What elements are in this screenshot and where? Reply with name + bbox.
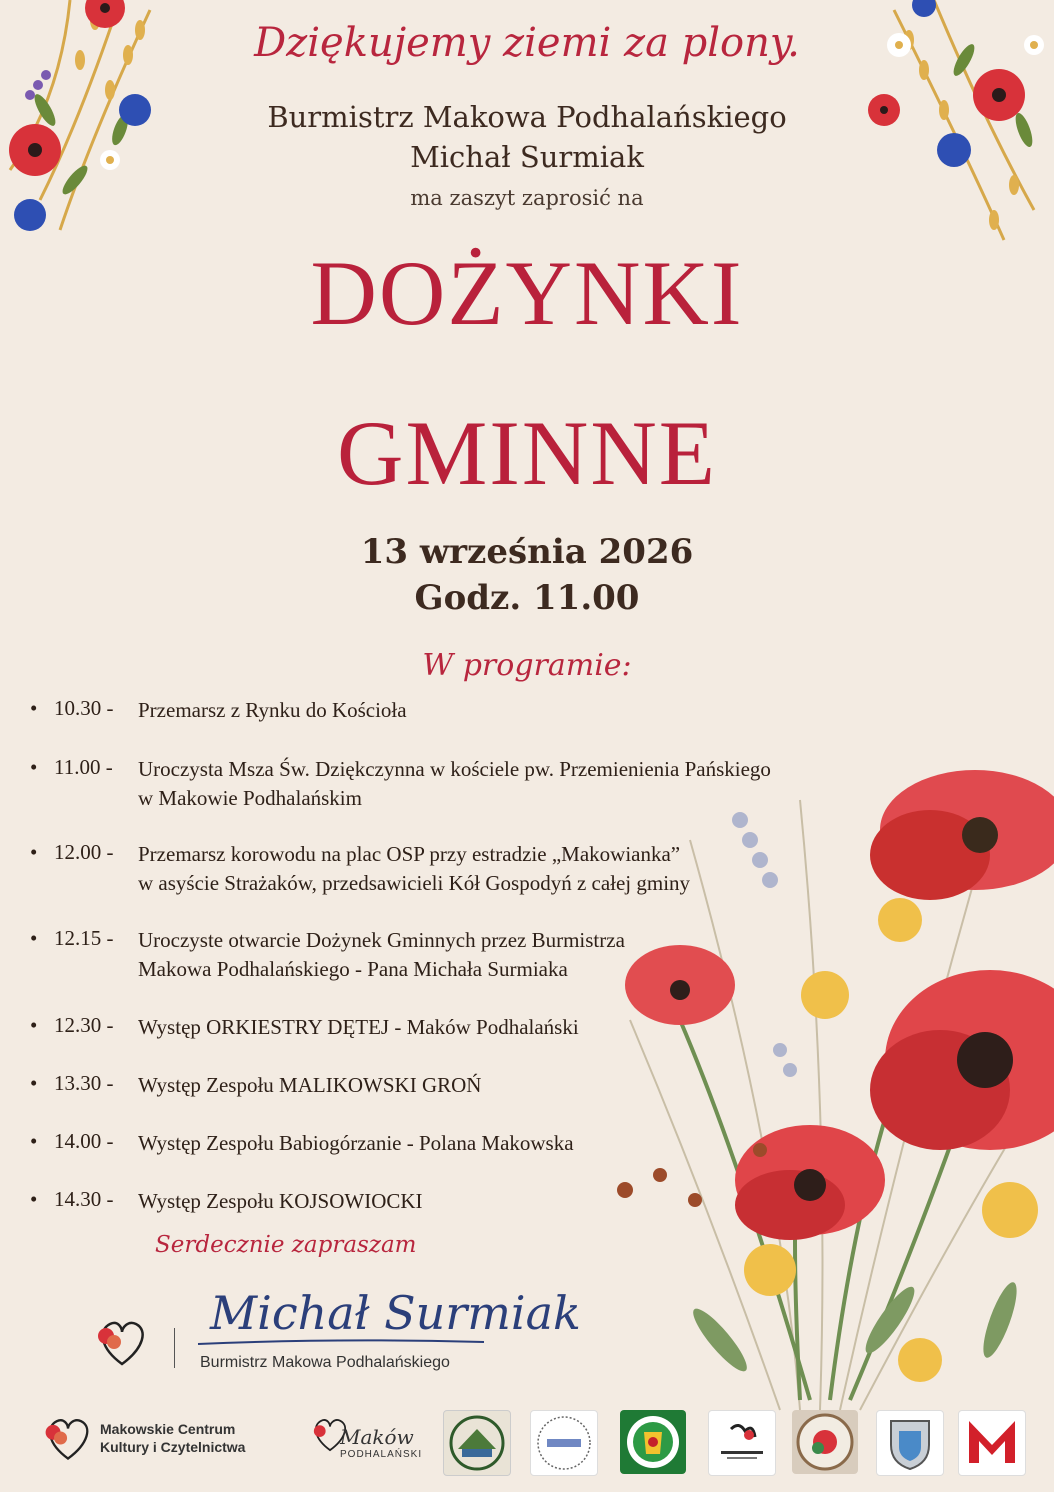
program-text-continued: w asyście Strażaków, przedsawicieli Kół Gospodyń z całej gminy — [138, 871, 691, 895]
invite-text: ma zaszyt zaprosić na — [410, 186, 644, 210]
event-title-line2: GMINNE — [337, 402, 717, 504]
closing-invite: Serdecznie zapraszam — [155, 1232, 417, 1258]
makow-logo-text: Maków — [340, 1425, 414, 1449]
program-time: 13.30 - — [54, 1071, 114, 1095]
event-title-line1: DOŻYNKI — [310, 242, 744, 344]
program-text: Występ Zespołu KOJSOWIOCKI — [138, 1189, 423, 1213]
program-time: 10.30 - — [54, 696, 114, 720]
mayor-name: Michał Surmiak — [410, 140, 644, 174]
partner-logo-association — [443, 1410, 511, 1476]
mayor-title: Burmistrz Makowa Podhalańskiego — [267, 100, 787, 134]
program-text-continued: w Makowie Podhalańskim — [138, 786, 362, 810]
event-hour: Godz. 11.00 — [414, 578, 640, 618]
program-text: Występ ORKIESTRY DĘTEJ - Maków Podhalański — [138, 1015, 579, 1039]
mck-line2: Kultury i Czytelnictwa — [100, 1439, 246, 1455]
mck-logo-text — [100, 1420, 245, 1456]
bullet-icon: • — [30, 840, 38, 864]
program-text: Występ Zespołu Babiogórzanie - Polana Makowska — [138, 1131, 574, 1155]
signature-caption: Burmistrz Makowa Podhalańskiego — [200, 1354, 450, 1371]
bullet-icon: • — [30, 755, 38, 779]
program-heading: W programie: — [422, 648, 632, 683]
program-text: Przemarsz korowodu na plac OSP przy estradzie „Makowianka” — [138, 842, 681, 866]
event-date: 13 września 2026 — [360, 532, 694, 572]
bullet-icon: • — [30, 1187, 38, 1211]
partner-logo-green-emblem — [620, 1410, 686, 1474]
program-text: Występ Zespołu MALIKOWSKI GROŃ — [138, 1073, 482, 1097]
program-time: 12.30 - — [54, 1013, 114, 1037]
bullet-icon: • — [30, 1013, 38, 1037]
partner-logo-hands — [708, 1410, 776, 1476]
thanks-heading: Dziękujemy ziemi za plony. — [254, 20, 800, 66]
mck-logo-icon — [40, 1410, 96, 1466]
signature-separator — [174, 1328, 175, 1368]
bullet-icon: • — [30, 1071, 38, 1095]
makow-logo-subtext: PODHALAŃSKI — [340, 1449, 423, 1460]
mck-heart-logo — [92, 1312, 152, 1372]
program-time: 14.00 - — [54, 1129, 114, 1153]
signature: Michał Surmiak — [210, 1286, 581, 1340]
signature-underline — [196, 1338, 486, 1348]
bullet-icon: • — [30, 1129, 38, 1153]
partner-logo-crest — [876, 1410, 944, 1476]
program-text-continued: Makowa Podhalańskiego - Pana Michała Surmiaka — [138, 957, 568, 981]
poppy-middle — [870, 970, 1054, 1150]
bullet-icon: • — [30, 926, 38, 950]
partner-logo-circle — [530, 1410, 598, 1476]
partner-logo-kgw — [792, 1410, 858, 1474]
program-time: 14.30 - — [54, 1187, 114, 1211]
program-text: Uroczysta Msza Św. Dziękczynna w kościele pw. Przemienienia Pańskiego — [138, 757, 771, 781]
bullet-icon: • — [30, 696, 38, 720]
program-time: 11.00 - — [54, 755, 113, 779]
program-time: 12.15 - — [54, 926, 114, 950]
program-time: 12.00 - — [54, 840, 114, 864]
program-text: Przemarsz z Rynku do Kościoła — [138, 698, 407, 722]
program-text: Uroczyste otwarcie Dożynek Gminnych przez Burmistrza — [138, 928, 625, 952]
mck-line1: Makowskie Centrum — [100, 1421, 236, 1437]
partner-logo-m — [958, 1410, 1026, 1476]
